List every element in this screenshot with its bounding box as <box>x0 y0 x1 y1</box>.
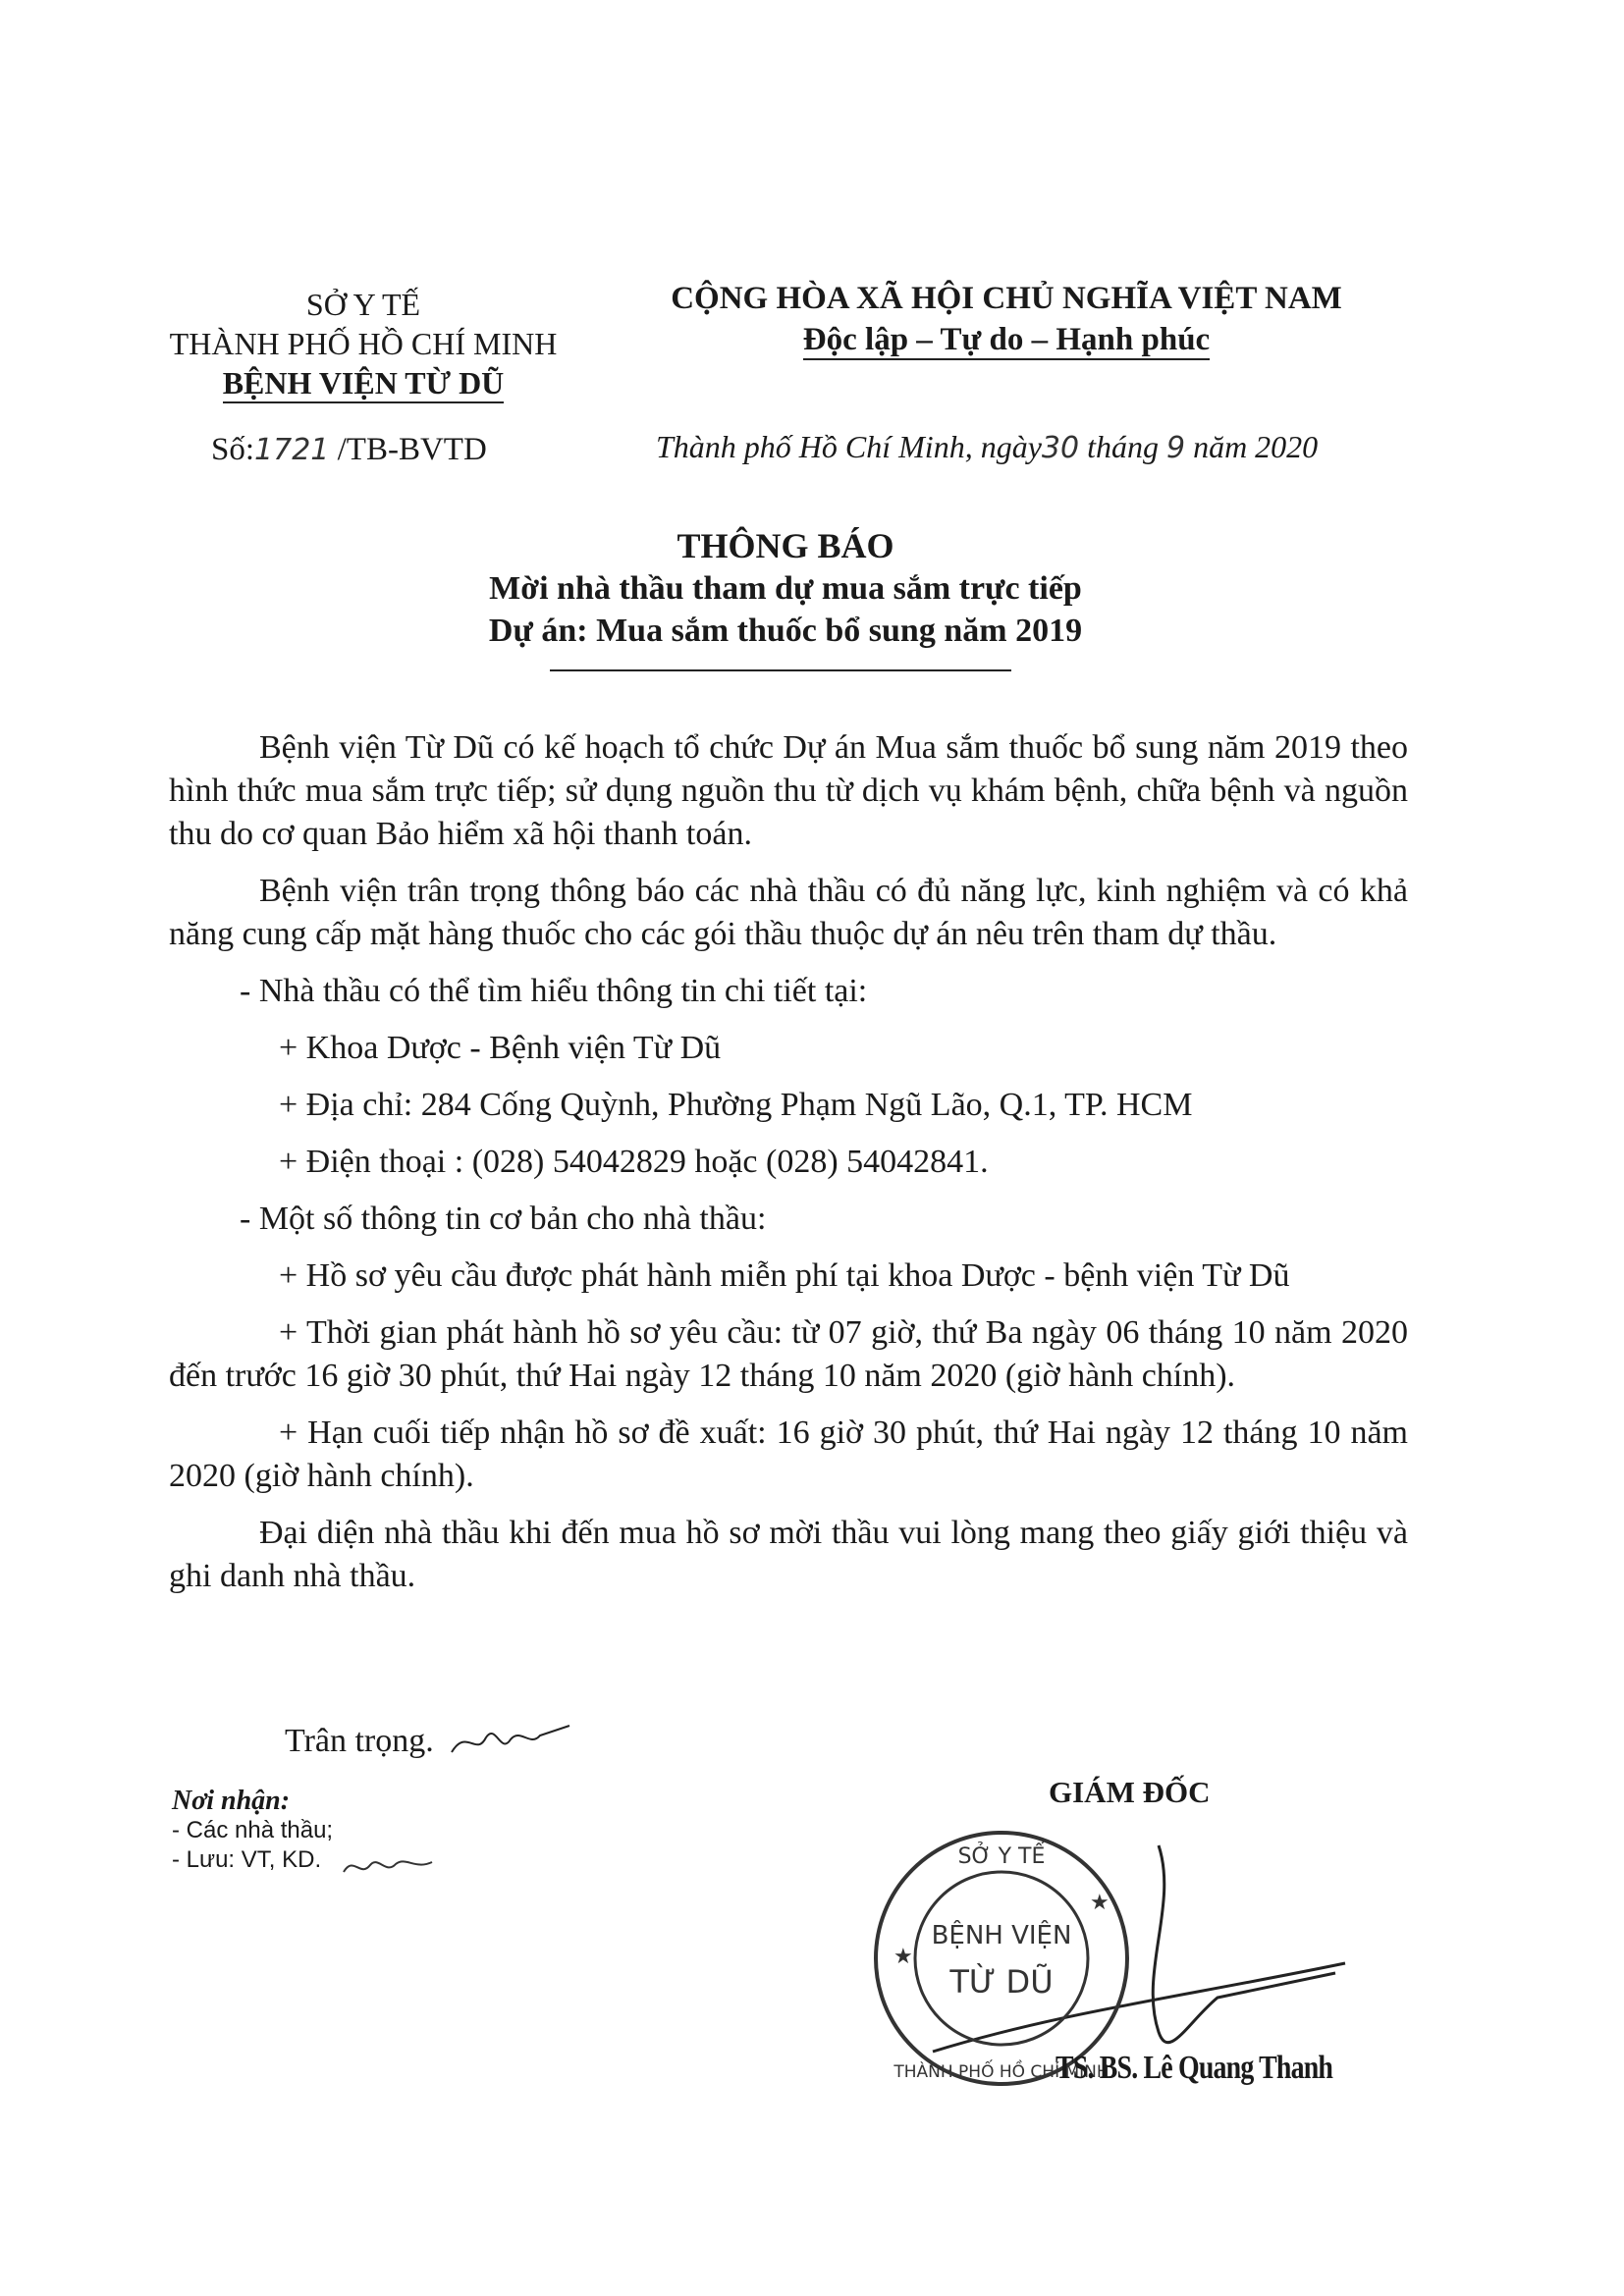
recipients <box>172 1787 333 1875</box>
agency-line-2: THÀNH PHỐ HỒ CHÍ MINH <box>169 326 558 361</box>
document-number <box>211 432 487 468</box>
date-text-3: năm 2020 <box>1185 429 1319 464</box>
signer-position: GIÁM ĐỐC <box>1049 1775 1211 1809</box>
agency-line-1: SỞ Y TẾ <box>305 287 421 322</box>
stamp-star-right: ★ <box>1090 1891 1110 1915</box>
agency-line-3 <box>147 363 579 402</box>
info-item-issue-time: + Thời gian phát hành hồ sơ yêu cầu: từ 07 giờ, thứ Ba ngày 06 tháng 10 năm 2020 đến trước 16 giờ 30 phút, thứ Hai ngày 12 tháng 10 năm 2020 (giờ hành chính). <box>169 1314 1408 1394</box>
country-name: CỘNG HÒA XÃ HỘI CHỦ NGHĨA VIỆT NAM <box>671 281 1342 316</box>
info-item-address: + Địa chỉ: 284 Cống Quỳnh, Phường Phạm Ngũ Lão, Q.1, TP. HCM <box>279 1087 1193 1123</box>
info-heading-1: - Nhà thầu có thể tìm hiểu thông tin chi tiết tại: <box>240 973 868 1009</box>
stamp-top-text: SỞ Y TẾ <box>957 1844 1046 1869</box>
motto-line <box>628 319 1384 360</box>
info-item-phone: + Điện thoại : (028) 54042829 hoặc (028) 54042841. <box>279 1144 989 1180</box>
stamp-ring-text: THÀNH PHỐ HỒ CHÍ MINH <box>893 2062 1110 2082</box>
doc-number-handwritten: 1721 <box>254 433 330 467</box>
date-month-handwritten: 9 <box>1165 431 1186 465</box>
title-line-1: THÔNG BÁO <box>677 526 894 565</box>
official-stamp <box>864 1826 1375 2140</box>
info-item-free-docs: + Hồ sơ yêu cầu được phát hành miễn phí tại khoa Dược - bệnh viện Từ Dũ <box>279 1257 1290 1294</box>
initial-signature-small <box>339 1850 437 1885</box>
motto: Độc lập – Tự do – Hạnh phúc <box>803 322 1210 360</box>
signer-name: TS. BS. Lê Quang Thanh <box>1056 2050 1333 2086</box>
date-text-1: Thành phố Hồ Chí Minh, ngày <box>656 429 1042 464</box>
paragraph-3: Đại diện nhà thầu khi đến mua hồ sơ mời thầu vui lòng mang theo giấy giới thiệu và ghi danh nhà thầu. <box>169 1515 1408 1594</box>
recipients-title: Nơi nhận: <box>172 1786 291 1816</box>
stamp-center-line-2: TỪ DŨ <box>949 1963 1054 2001</box>
paragraph-1: Bệnh viện Từ Dũ có kế hoạch tổ chức Dự án Mua sắm thuốc bổ sung năm 2019 theo hình thức mua sắm trực tiếp; sử dụng nguồn thu từ dịch vụ khám bệnh, chữa bệnh và nguồn thu do cơ quan Bảo hiểm xã hội thanh toán. <box>169 729 1408 852</box>
recipient-item: - Các nhà thầu; <box>172 1817 334 1843</box>
agency-header <box>147 285 579 402</box>
recipient-item: - Lưu: VT, KD. <box>172 1846 322 1873</box>
title-divider <box>550 669 1011 671</box>
document-body <box>169 726 1408 1598</box>
document-date <box>656 429 1318 465</box>
title-line-2: Mời nhà thầu tham dự mua sắm trực tiếp <box>489 570 1082 607</box>
paragraph-2: Bệnh viện trân trọng thông báo các nhà thầu có đủ năng lực, kinh nghiệm và có khả năng cung cấp mặt hàng thuốc cho các gói thầu thuộc dự án nêu trên tham dự thầu. <box>169 873 1408 952</box>
national-header <box>628 278 1384 360</box>
date-text-2: tháng <box>1079 429 1159 464</box>
closing-text: Trân trọng. <box>285 1723 434 1759</box>
stamp-center-line-1: BỆNH VIỆN <box>931 1921 1072 1950</box>
stamp-star-left: ★ <box>893 1945 913 1969</box>
date-day-handwritten: 30 <box>1041 431 1080 465</box>
doc-number-prefix: Số: <box>211 432 255 467</box>
doc-number-suffix: /TB-BVTD <box>337 432 487 467</box>
initial-signature <box>447 1718 574 1767</box>
info-item-faculty: + Khoa Dược - Bệnh viện Từ Dũ <box>279 1030 722 1066</box>
info-heading-2: - Một số thông tin cơ bản cho nhà thầu: <box>240 1201 767 1237</box>
document-title <box>393 525 1178 652</box>
title-line-3: Dự án: Mua sắm thuốc bổ sung năm 2019 <box>488 613 1083 649</box>
hospital-name: BỆNH VIỆN TỪ DŨ <box>223 365 505 403</box>
info-item-deadline: + Hạn cuối tiếp nhận hồ sơ đề xuất: 16 giờ 30 phút, thứ Hai ngày 12 tháng 10 năm 2020 (giờ hành chính). <box>169 1415 1408 1494</box>
